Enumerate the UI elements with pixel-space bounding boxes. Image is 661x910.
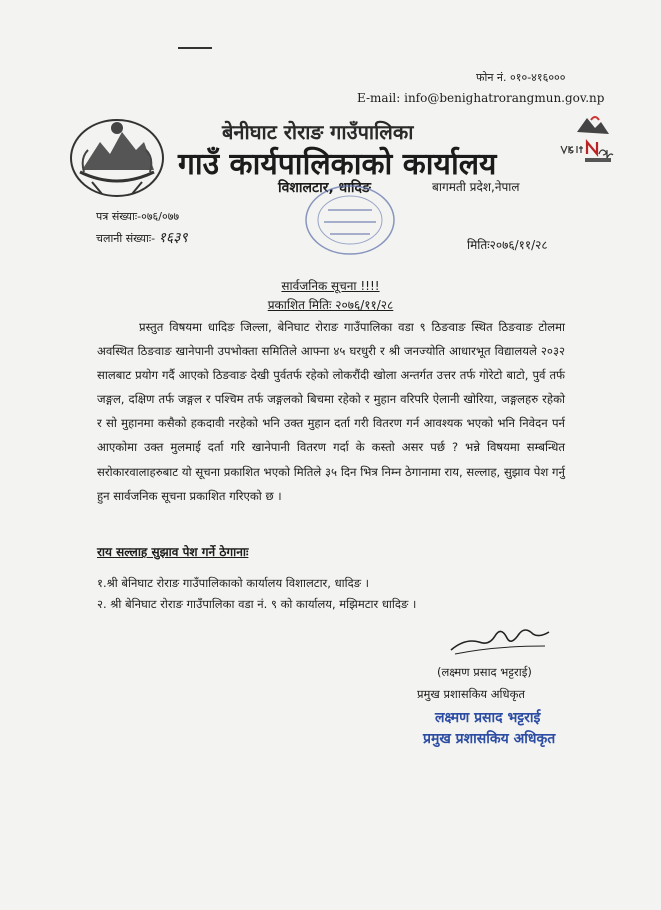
dispatch-number (96, 228, 188, 247)
notice-body: प्रस्तुत विषयमा धादिङ जिल्ला, बेनिघाट रोराङ गाउँपालिका वडा ९ ठिङवाङ स्थित ठिङवाङ टोलमा अवस्थित ठिङवाङ खानेपानी उपभोक्ता समितिले आफ्ना ४५ घरधुरी र श्री जनज्योति आधारभूत विद्यालयले २०३२ सालबाट प्रयोग गर्दै आएको ठिङवाङ देखी पुर्वतर्फ रहेको लोकरौंदी खोला अन्तर्गत उत्तर तर्फ गोरेटो बाटो, पुर्व तर्फ जङ्गल, दक्षिण तर्फ जङ्गल र पश्चिम तर्फ जङ्गलको बिचमा रहेको र मुहान वरिपरि ऐलानी खोरिया, जङ्गलहरु रहेको र सो मुहानमा कसैको हकदावी नरहेको भनि उक्त मुहान दर्ता गरी वितरण गर्न आवश्यक भएको भनि निवेदन पर्न आएकोमा उक्त मुलमाई दर्ता गरि खानेपानी वितरण गर्दा के कस्तो असर पर्छ ? भन्ने विषयमा सम्बन्धित सरोकारवालाहरुबाट यो सूचना प्रकाशित भएको मितिले ३५ दिन भित्र निम्न ठेगानामा राय, सल्लाह, सुझाव पेश गर्नु हुन सार्वजनिक सूचना प्रकाशित गरिएको छ । (97, 320, 565, 503)
published-date: प्रकाशित मितिः २०७६/११/२८ (267, 298, 394, 312)
signatory-title: प्रमुख प्रशासकिय अधिकृत (417, 687, 525, 701)
office-seal-stamp (300, 180, 400, 260)
office-name: गाउँ कार्यपालिकाको कार्यालय (178, 147, 497, 182)
pen-mark-icon (178, 46, 212, 50)
dispatch-label: चलानी संख्याः- (96, 232, 156, 245)
dispatch-value: १६३९ (158, 230, 188, 246)
submission-address-title: राय सल्लाह सुझाव पेश गर्ने ठेगानाः (97, 545, 249, 559)
handwritten-signature (445, 616, 555, 656)
address-item: १.श्री बेनिघाट रोराङ गाउँपालिकाको कार्यालय विशालटार, धादिङ । (97, 576, 370, 590)
municipality-name: बेनीघाट रोराङ गाउँपालिका (222, 120, 414, 144)
visit-nepal-2020-logo (555, 112, 617, 168)
office-place: विशालटार, धादिङ (278, 180, 371, 196)
address-item: २. श्री बेनिघाट रोराङ गाउँपालिका वडा नं. ९ को कार्यालय, मझिमटार धादिङ । (97, 597, 417, 611)
letter-number: पत्र संख्याः-०७६/०७७ (96, 210, 180, 223)
nepal-emblem-icon (62, 110, 172, 200)
stamp-name: लक्ष्मण प्रसाद भट्टराई (435, 710, 541, 726)
stamp-title: प्रमुख प्रशासकिय अधिकृत (423, 731, 556, 747)
phone-number: फोन नं. ०१०-४१६००० (476, 71, 566, 84)
letter-date: मितिः२०७६/११/२८ (467, 238, 548, 252)
notice-heading: सार्वजनिक सूचना !!!! (281, 279, 380, 293)
signatory-name: (लक्ष्मण प्रसाद भट्टराई) (437, 665, 532, 679)
province-name: बागमती प्रदेश,नेपाल (432, 180, 520, 194)
email-address: E-mail: info@benighatrorangmun.gov.np (357, 91, 605, 105)
